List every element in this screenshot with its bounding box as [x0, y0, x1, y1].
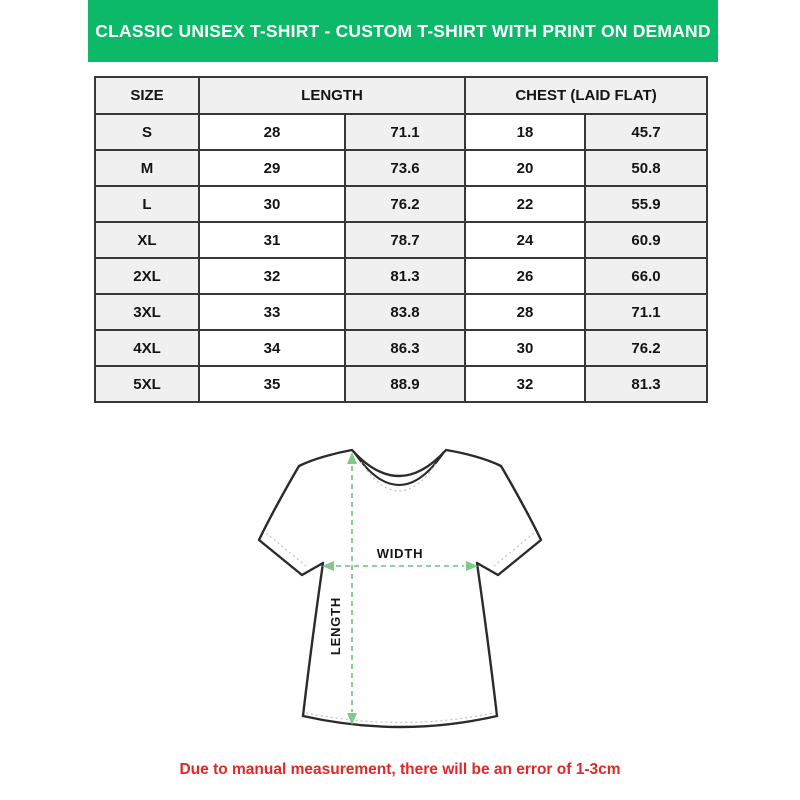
col-header-size: SIZE: [95, 77, 199, 114]
length-cm-cell: 71.1: [345, 114, 465, 150]
size-cell: XL: [95, 222, 199, 258]
size-cell: 2XL: [95, 258, 199, 294]
table-row: [95, 222, 707, 258]
size-table: [94, 76, 708, 403]
table-row: [95, 114, 707, 150]
size-cell: 5XL: [95, 366, 199, 402]
length-cm-cell: 83.8: [345, 294, 465, 330]
length-cm-cell: 76.2: [345, 186, 465, 222]
table-row: [95, 330, 707, 366]
length-cm-cell: 81.3: [345, 258, 465, 294]
col-header-length: LENGTH: [199, 77, 465, 114]
table-row: [95, 150, 707, 186]
width-label: WIDTH: [376, 546, 424, 561]
chest-cm-cell: 55.9: [585, 186, 707, 222]
chest-in-cell: 18: [465, 114, 585, 150]
chest-cm-cell: 45.7: [585, 114, 707, 150]
col-header-chest: CHEST (LAID FLAT): [465, 77, 707, 114]
size-cell: L: [95, 186, 199, 222]
chest-in-cell: 20: [465, 150, 585, 186]
chest-cm-cell: 76.2: [585, 330, 707, 366]
chest-in-cell: 26: [465, 258, 585, 294]
length-in-cell: 28: [199, 114, 345, 150]
table-row: [95, 258, 707, 294]
length-cm-cell: 73.6: [345, 150, 465, 186]
table-row: [95, 294, 707, 330]
tshirt-outline-illustration: [259, 450, 541, 727]
chest-cm-cell: 60.9: [585, 222, 707, 258]
length-cm-cell: 78.7: [345, 222, 465, 258]
chest-cm-cell: 81.3: [585, 366, 707, 402]
chest-in-cell: 32: [465, 366, 585, 402]
length-in-cell: 31: [199, 222, 345, 258]
length-in-cell: 35: [199, 366, 345, 402]
chest-in-cell: 30: [465, 330, 585, 366]
length-in-cell: 30: [199, 186, 345, 222]
length-in-cell: 29: [199, 150, 345, 186]
tshirt-measurement-diagram: [240, 428, 560, 750]
measurement-disclaimer: Due to manual measurement, there will be an error of 1-3cm: [179, 761, 621, 778]
size-cell: M: [95, 150, 199, 186]
chest-cm-cell: 50.8: [585, 150, 707, 186]
table-row: [95, 366, 707, 402]
size-cell: 3XL: [95, 294, 199, 330]
length-cm-cell: 88.9: [345, 366, 465, 402]
chest-cm-cell: 66.0: [585, 258, 707, 294]
length-in-cell: 33: [199, 294, 345, 330]
length-label: LENGTH: [328, 596, 343, 656]
size-cell: 4XL: [95, 330, 199, 366]
table-row: [95, 186, 707, 222]
tshirt-diagram-svg: [240, 428, 560, 750]
chest-in-cell: 22: [465, 186, 585, 222]
chest-cm-cell: 71.1: [585, 294, 707, 330]
page-title: CLASSIC UNISEX T-SHIRT - CUSTOM T-SHIRT WITH PRINT ON DEMAND: [95, 20, 711, 41]
size-cell: S: [95, 114, 199, 150]
length-in-cell: 32: [199, 258, 345, 294]
title-banner: [88, 0, 718, 62]
length-cm-cell: 86.3: [345, 330, 465, 366]
chest-in-cell: 24: [465, 222, 585, 258]
chest-in-cell: 28: [465, 294, 585, 330]
table-header-row: [95, 77, 707, 114]
length-in-cell: 34: [199, 330, 345, 366]
